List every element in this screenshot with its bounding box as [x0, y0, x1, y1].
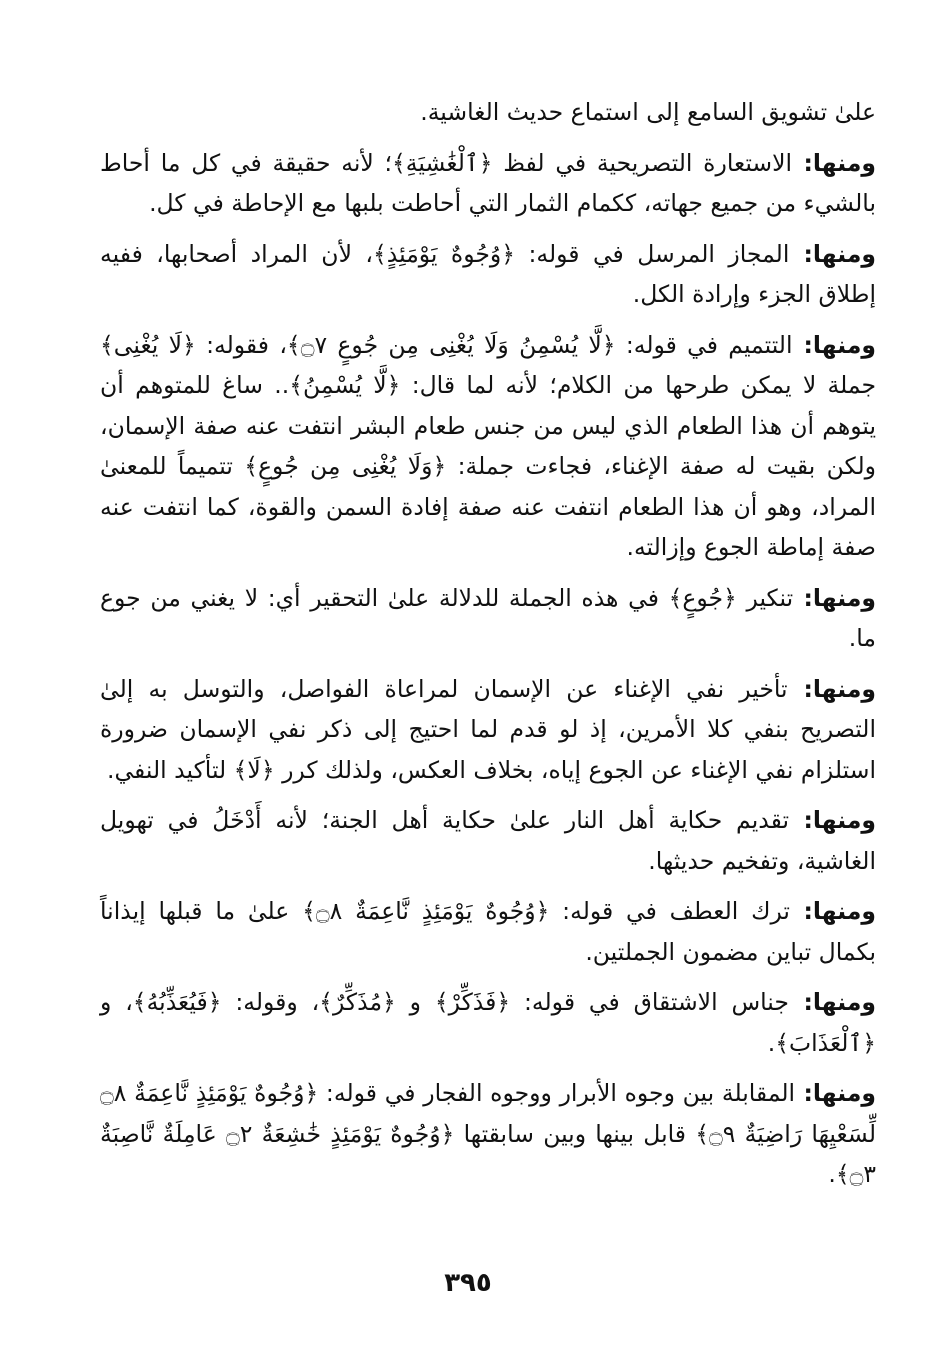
paragraph-lead: ومنها: [793, 583, 876, 612]
paragraph-lead: ومنها: [795, 1079, 876, 1107]
paragraph-lead: ومنها: [789, 806, 876, 834]
paragraph-text: ترك العطف في قوله: ﴿وُجُوهٌ يَوْمَئِذٍ نَّاعِمَةٌ ۝٨﴾ علىٰ ما قبلها إيذاناً بكمال تباين مضمون الجملتين. [100, 897, 876, 966]
paragraph-5 [100, 578, 876, 659]
paragraph-text: جناس الاشتقاق في قوله: ﴿فَذَكِّرْ﴾ و ﴿مُذَكِّرٌ﴾، وقوله: ﴿فَيُعَذِّبُهُ﴾، و ﴿ٱلْعَذَابَ﴾. [100, 988, 876, 1057]
paragraph-lead: ومنها: [788, 988, 876, 1016]
paragraph-text: تقديم حكاية أهل النار علىٰ حكاية أهل الجنة؛ لأنه أَدْخَلُ في تهويل الغاشية، وتفخيم حديثها. [100, 806, 876, 875]
paragraph-text: المجاز المرسل في قوله: ﴿وُجُوهٌ يَوْمَئِذٍ﴾، لأن المراد أصحابها، ففيه إطلاق الجزء وإرادة الكل. [100, 239, 876, 308]
page-number: ٣٩٥ [444, 1268, 492, 1298]
paragraph-6 [100, 669, 876, 791]
paragraph-9 [100, 982, 876, 1063]
paragraph-2 [100, 143, 876, 224]
paragraph-text: تأخير نفي الإغناء عن الإسمان لمراعاة الفواصل، والتوسل به إلىٰ التصريح بنفي كلا الأمرين، إذ لو قدم لما احتيج إلى ذكر نفي الإسمان ضرورة استلزام نفي الإغناء عن الجوع إياه، بخلاف العكس، ولذلك كرر ﴿لَا﴾ لتأكيد النفي. [100, 674, 876, 784]
paragraph-text: علىٰ تشويق السامع إلى استماع حديث الغاشية. [420, 98, 876, 126]
paragraph-3 [100, 234, 876, 315]
paragraph-7 [100, 800, 876, 881]
paragraph-1 [100, 92, 876, 133]
page-body-text [100, 92, 876, 1205]
paragraph-4 [100, 325, 876, 568]
paragraph-lead: ومنها: [792, 148, 876, 177]
paragraph-text: تنكير ﴿جُوعٍ﴾ في هذه الجملة للدلالة علىٰ التحقير أي: لا يغني من جوع ما. [100, 583, 876, 652]
paragraph-lead: ومنها: [792, 330, 876, 359]
paragraph-lead: ومنها: [787, 674, 876, 703]
paragraph-lead: ومنها: [789, 239, 876, 268]
paragraph-text: المقابلة بين وجوه الأبرار ووجوه الفجار في قوله: ﴿وُجُوهٌ يَوْمَئِذٍ نَّاعِمَةٌ ۝٨ لِّسَعْيِهَا رَاضِيَةٌ ۝٩﴾ قابل بينها وبين سابقتها ﴿وُجُوهٌ يَوْمَئِذٍ خَٰشِعَةٌ ۝٢ عَامِلَةٌ نَّاصِبَةٌ ۝٣﴾. [100, 1079, 876, 1188]
paragraph-lead: ومنها: [789, 897, 876, 925]
paragraph-text: التتميم في قوله: ﴿لَّا يُسْمِنُ وَلَا يُغْنِى مِن جُوعٍ ۝٧﴾، فقوله: ﴿لَا يُغْنِى﴾ جملة لا يمكن طرحها من الكلام؛ لأنه لما قال: ﴿لَّا يُسْمِنُ﴾.. ساغ للمتوهم أن يتوهم أن هذا الطعام الذي ليس من جنس طعام البشر انتفت عنه صفة الإسمان، ولكن بقيت له صفة الإغناء، فجاءت جملة: ﴿وَلَا يُغْنِى مِن جُوعٍ﴾ تتميماً للمعنىٰ المراد، وهو أن هذا الطعام انتفت عنه صفة إفادة السمن والقوة، كما انتفت عنه صفة إماطة الجوع وإزالته. [100, 330, 876, 561]
paragraph-8 [100, 891, 876, 972]
paragraph-10 [100, 1073, 876, 1195]
paragraph-text: الاستعارة التصريحية في لفظ ﴿ٱلْغَٰشِيَةِ﴾؛ لأنه حقيقة في كل ما أحاط بالشيء من جميع جهاته، ككمام الثمار التي أحاطت بلبها مع الإحاطة في كل. [100, 148, 876, 217]
